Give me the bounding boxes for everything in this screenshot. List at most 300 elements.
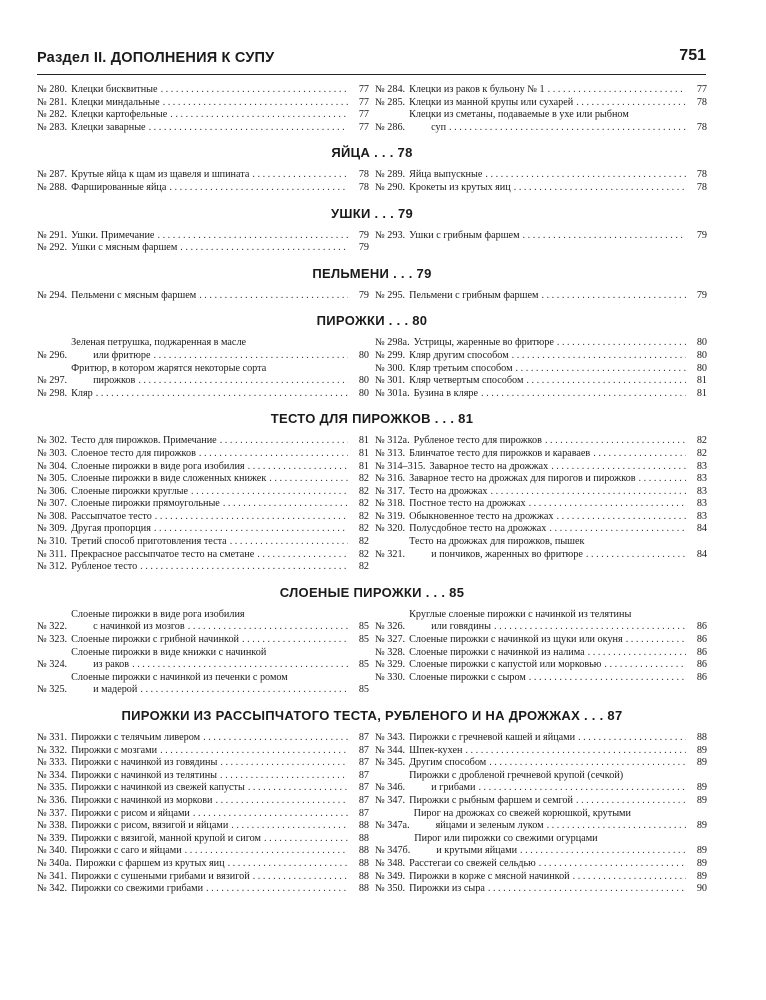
toc-entry[interactable] — [37, 461, 369, 474]
entry-page: 89 — [696, 744, 707, 756]
toc-entry[interactable] — [37, 473, 369, 486]
entry-number: № 325. — [37, 684, 68, 696]
entry-number: № 310. — [37, 536, 68, 548]
column-right — [375, 290, 707, 303]
toc-entry[interactable] — [37, 609, 369, 634]
entry-number: № 326. — [375, 621, 406, 633]
entry-body — [409, 290, 707, 303]
toc-entry[interactable] — [37, 757, 369, 770]
entry-page: 79 — [358, 229, 369, 241]
toc-section — [37, 145, 707, 194]
dot-leader — [220, 435, 348, 448]
entry-body — [71, 363, 369, 388]
toc-entry[interactable] — [37, 388, 369, 401]
toc-entry[interactable] — [375, 182, 707, 195]
entry-line — [71, 350, 369, 363]
entry-page: 80 — [358, 349, 369, 361]
entry-line — [71, 672, 369, 685]
entry-title: Слоеные пирожки в виде сложенных книжек — [71, 473, 267, 485]
entry-number: № 340а. — [37, 857, 72, 869]
entry-number: № 307. — [37, 498, 68, 510]
entry-title: Клецки из манной крупы или сухарей — [409, 96, 574, 108]
entry-page: 85 — [358, 684, 369, 696]
entry-body — [409, 672, 707, 685]
entry-line — [71, 536, 369, 549]
toc-entry[interactable] — [37, 84, 369, 97]
entry-line — [71, 634, 369, 647]
entry-body — [409, 473, 707, 486]
toc-entry[interactable] — [375, 97, 707, 110]
section-columns — [37, 290, 707, 303]
entry-number: № 334. — [37, 769, 68, 781]
entry-page: 82 — [358, 523, 369, 535]
toc-entry[interactable] — [37, 647, 369, 672]
entry-line — [71, 782, 369, 795]
toc-entry[interactable] — [375, 448, 707, 461]
dot-leader — [573, 871, 686, 884]
section-columns — [37, 169, 707, 194]
dot-leader — [547, 820, 686, 833]
entry-line — [71, 363, 369, 376]
toc-entry[interactable] — [37, 536, 369, 549]
dot-leader — [578, 732, 686, 745]
entry-line — [409, 84, 707, 97]
entry-title: Яйца выпускные — [409, 169, 483, 181]
toc-entry[interactable] — [37, 337, 369, 362]
entry-number: № 308. — [37, 510, 68, 522]
entry-number: № 336. — [37, 794, 68, 806]
dot-leader — [153, 350, 348, 363]
toc-entry[interactable] — [375, 375, 707, 388]
entry-page: 84 — [696, 548, 707, 560]
toc-entry[interactable] — [37, 122, 369, 135]
entry-line — [71, 290, 369, 303]
dot-leader — [257, 549, 348, 562]
toc-entry[interactable] — [37, 448, 369, 461]
entry-line — [409, 647, 707, 660]
toc-entry[interactable] — [37, 242, 369, 255]
entry-body — [409, 230, 707, 243]
entry-title: и крутыми яйцами — [436, 845, 518, 857]
entry-line — [71, 795, 369, 808]
entry-line — [409, 536, 707, 549]
entry-title: или фритюре — [93, 349, 151, 361]
entry-line — [409, 871, 707, 884]
toc-entry[interactable] — [375, 461, 707, 474]
toc-entry[interactable] — [375, 757, 707, 770]
toc-entry[interactable] — [37, 523, 369, 536]
entry-body — [71, 808, 369, 821]
entry-number: № 283. — [37, 121, 68, 133]
entry-title: Слоеное тесто для пирожков — [71, 447, 196, 459]
toc-entry[interactable] — [375, 230, 707, 243]
entry-body — [409, 609, 707, 634]
entry-line — [409, 732, 707, 745]
entry-title: Слоеные пирожки в виде рога изобилия — [71, 608, 245, 620]
entry-page: 89 — [696, 820, 707, 832]
toc-entry[interactable] — [375, 350, 707, 363]
entry-line — [414, 435, 707, 448]
dot-leader — [549, 523, 686, 536]
entry-number: № 282. — [37, 109, 68, 121]
dot-leader — [203, 732, 348, 745]
section-heading: ПИРОЖКИ ИЗ РАССЫПЧАТОГО ТЕСТА, РУБЛЕНОГО И НА ДРОЖЖАХ . . . 87 — [121, 708, 623, 723]
toc-entry[interactable] — [375, 435, 707, 448]
entry-number: № 293. — [375, 229, 406, 241]
entry-number: № 321. — [375, 548, 406, 560]
entry-line — [414, 833, 707, 846]
dot-leader — [520, 845, 686, 858]
toc-entry[interactable] — [37, 883, 369, 896]
toc-entry[interactable] — [37, 363, 369, 388]
toc-entry[interactable] — [375, 732, 707, 745]
entry-page: 87 — [358, 732, 369, 743]
entry-body — [71, 523, 369, 536]
toc-entry[interactable] — [375, 883, 707, 896]
entry-body — [409, 732, 707, 745]
toc-section — [37, 708, 707, 896]
entry-body — [71, 388, 369, 401]
entry-body — [71, 820, 369, 833]
entry-body — [71, 182, 369, 195]
entry-body — [409, 486, 707, 499]
dot-leader — [551, 461, 686, 474]
column-left — [37, 732, 369, 896]
toc-entry[interactable] — [37, 745, 369, 758]
entry-line — [71, 684, 369, 697]
entry-page: 78 — [358, 181, 369, 193]
toc-entry[interactable] — [37, 511, 369, 524]
toc-entry[interactable] — [37, 820, 369, 833]
entry-line — [409, 486, 707, 499]
entry-body — [71, 672, 369, 697]
toc-entry[interactable] — [37, 770, 369, 783]
entry-number: № 327. — [375, 634, 406, 646]
toc-entry[interactable] — [375, 523, 707, 536]
toc-entry[interactable] — [37, 833, 369, 846]
entry-page: 88 — [358, 870, 369, 882]
entry-number: № 328. — [375, 646, 406, 658]
entry-title: Пирожки с саго и яйцами — [71, 845, 182, 857]
dot-leader — [529, 672, 686, 685]
toc-entry[interactable] — [37, 97, 369, 110]
dot-leader — [541, 290, 686, 303]
entry-title: Ушки с мясным фаршем — [71, 242, 178, 254]
entry-title: Пирожки с рисом и яйцами — [71, 807, 190, 819]
entry-page: 89 — [696, 857, 707, 869]
entry-title: Пирожки с дробленой гречневой крупой (сечкой) — [409, 769, 624, 781]
toc-entry[interactable] — [375, 609, 707, 634]
entry-number: № 296. — [37, 349, 68, 361]
entry-line — [409, 448, 707, 461]
entry-title: Пирожки с рисом, вязигой и яйцами — [71, 820, 229, 832]
entry-title: Слоеные пирожки с сыром — [409, 671, 526, 683]
toc-entry[interactable] — [375, 858, 707, 871]
entry-body — [409, 350, 707, 363]
entry-number: № 322. — [37, 621, 68, 633]
dot-leader — [491, 486, 686, 499]
toc-entry[interactable] — [375, 84, 707, 97]
entry-body — [71, 230, 369, 243]
entry-page: 89 — [696, 870, 707, 882]
toc-entry[interactable] — [37, 169, 369, 182]
entry-body — [71, 757, 369, 770]
toc-entry[interactable] — [37, 486, 369, 499]
toc-entry[interactable] — [375, 337, 707, 350]
dot-leader — [489, 757, 686, 770]
dot-leader — [161, 84, 348, 97]
column-left — [37, 337, 369, 400]
entry-page: 82 — [358, 485, 369, 497]
entry-title: и грибами — [431, 782, 476, 794]
toc-entry[interactable] — [37, 435, 369, 448]
dot-leader — [170, 109, 348, 122]
column-right — [375, 435, 707, 574]
entry-page: 83 — [696, 473, 707, 485]
entry-body — [71, 511, 369, 524]
toc-entry[interactable] — [375, 672, 707, 685]
section-heading: СЛОЕНЫЕ ПИРОЖКИ . . . 85 — [279, 584, 465, 600]
entry-body — [71, 549, 369, 562]
toc-entry[interactable] — [375, 109, 707, 134]
toc-entry[interactable] — [375, 647, 707, 660]
entry-title: Слоеные пирожки с грибной начинкой — [71, 634, 240, 646]
entry-body — [71, 871, 369, 884]
entry-line — [429, 461, 707, 474]
toc-entry[interactable] — [375, 486, 707, 499]
entry-page: 88 — [358, 820, 369, 832]
toc-entry[interactable] — [37, 498, 369, 511]
entry-body — [71, 883, 369, 896]
toc-entry[interactable] — [37, 230, 369, 243]
entry-page: 77 — [358, 109, 369, 121]
entry-title: Клецки бисквитные — [71, 84, 158, 95]
entry-body — [71, 561, 369, 574]
toc-entry[interactable] — [37, 109, 369, 122]
entry-number: № 302. — [37, 435, 68, 447]
toc-entry[interactable] — [375, 290, 707, 303]
toc-entry[interactable] — [37, 871, 369, 884]
entry-line — [414, 337, 707, 350]
entry-body — [71, 782, 369, 795]
entry-number: № 317. — [375, 485, 406, 497]
toc-entry[interactable] — [37, 782, 369, 795]
toc-entry[interactable] — [37, 845, 369, 858]
entry-title: Третий способ приготовления теста — [71, 536, 227, 548]
entry-title: Пирожки с мозгами — [71, 744, 158, 756]
entry-body — [71, 770, 369, 783]
entry-line — [71, 647, 369, 660]
entry-page: 84 — [696, 523, 707, 535]
toc-entry[interactable] — [375, 795, 707, 808]
toc-entry[interactable] — [375, 808, 707, 833]
entry-body — [71, 435, 369, 448]
entry-number: № 341. — [37, 870, 68, 882]
dot-leader — [539, 858, 686, 871]
entry-page: 86 — [696, 671, 707, 683]
dot-leader — [154, 523, 348, 536]
toc-entry[interactable] — [375, 770, 707, 795]
entry-line — [71, 230, 369, 243]
toc-entry[interactable] — [375, 498, 707, 511]
dot-leader — [248, 782, 348, 795]
entry-page: 85 — [358, 659, 369, 671]
entry-line — [71, 745, 369, 758]
entry-line — [409, 858, 707, 871]
toc-entry[interactable] — [37, 549, 369, 562]
entry-body — [409, 169, 707, 182]
entry-page: 89 — [696, 845, 707, 857]
toc-entry[interactable] — [37, 561, 369, 574]
dot-leader — [576, 795, 686, 808]
entry-title: Заварное тесто на дрожжах — [429, 460, 549, 472]
dot-leader — [485, 169, 686, 182]
toc-entry[interactable] — [37, 182, 369, 195]
entry-title: Ушки. Примечание — [71, 229, 155, 241]
toc-entry[interactable] — [375, 511, 707, 524]
entry-line — [71, 461, 369, 474]
dot-leader — [231, 820, 348, 833]
dot-leader — [604, 659, 686, 672]
entry-title: или говядины — [431, 621, 491, 633]
entry-body — [409, 511, 707, 524]
entry-number: № 320. — [375, 523, 406, 535]
entry-page: 78 — [696, 121, 707, 133]
dot-leader — [269, 473, 348, 486]
entry-line — [409, 672, 707, 685]
entry-title: Пельмени с мясным фаршем — [71, 289, 197, 301]
toc-section — [37, 266, 707, 303]
entry-body — [414, 388, 707, 401]
entry-line — [71, 871, 369, 884]
dot-leader — [193, 808, 348, 821]
entry-number: № 340. — [37, 845, 68, 857]
entry-title: Фаршированные яйца — [71, 181, 167, 193]
toc-entry[interactable] — [37, 858, 369, 871]
toc-entry[interactable] — [375, 363, 707, 376]
dot-leader — [465, 745, 686, 758]
dot-leader — [626, 634, 686, 647]
entry-line — [71, 122, 369, 135]
entry-number: № 281. — [37, 96, 68, 108]
toc-entry[interactable] — [375, 871, 707, 884]
entry-number: № 314–315. — [375, 460, 426, 472]
toc-entry[interactable] — [375, 745, 707, 758]
entry-title: Пирожки с сушеными грибами и вязигой — [71, 870, 250, 882]
entry-page: 88 — [358, 832, 369, 844]
dot-leader — [264, 833, 348, 846]
entry-page: 79 — [358, 242, 369, 254]
entry-body — [71, 498, 369, 511]
entry-body — [429, 461, 707, 474]
entry-line — [409, 549, 707, 562]
dot-leader — [557, 511, 687, 524]
entry-line — [71, 820, 369, 833]
entry-title: с начинкой из мозгов — [93, 621, 185, 633]
entry-line — [71, 435, 369, 448]
entry-page: 87 — [358, 794, 369, 806]
dot-leader — [588, 647, 686, 660]
entry-line — [71, 808, 369, 821]
toc-entry[interactable] — [375, 536, 707, 561]
section-columns — [37, 84, 707, 134]
entry-line — [409, 782, 707, 795]
dot-leader — [223, 498, 348, 511]
toc-entry[interactable] — [37, 732, 369, 745]
column-left — [37, 609, 369, 697]
dot-leader — [586, 549, 686, 562]
entry-line — [409, 122, 707, 135]
entry-body — [71, 486, 369, 499]
dot-leader — [248, 461, 348, 474]
dot-leader — [160, 745, 348, 758]
entry-number: № 285. — [375, 96, 406, 108]
dot-leader — [488, 883, 686, 896]
toc-entry[interactable] — [375, 634, 707, 647]
entry-title: Слоеные пирожки с начинкой из налима — [409, 646, 585, 658]
toc-entry[interactable] — [37, 808, 369, 821]
page-header — [37, 47, 706, 72]
entry-number: № 338. — [37, 820, 68, 832]
entry-body — [71, 84, 369, 97]
entry-body — [414, 337, 707, 350]
toc-entry[interactable] — [375, 473, 707, 486]
entry-line — [71, 109, 369, 122]
toc-entry[interactable] — [37, 795, 369, 808]
entry-title: Рассыпчатое тесто — [71, 510, 152, 522]
entry-title: Слоеные пирожки в виде рога изобилия — [71, 460, 245, 472]
toc-entry[interactable] — [37, 634, 369, 647]
entry-body — [71, 97, 369, 110]
section-heading: УШКИ . . . 79 — [330, 205, 414, 221]
entry-line — [409, 473, 707, 486]
entry-title: Кляр третьим способом — [409, 362, 513, 374]
entry-number: № 333. — [37, 757, 68, 769]
entry-number: № 299. — [375, 349, 406, 361]
entry-page: 80 — [696, 337, 707, 349]
toc-entry[interactable] — [37, 290, 369, 303]
toc-entry[interactable] — [375, 659, 707, 672]
entry-line — [414, 808, 707, 821]
entry-line — [71, 337, 369, 350]
toc-entry[interactable] — [375, 169, 707, 182]
dot-leader — [155, 511, 348, 524]
entry-page: 82 — [358, 561, 369, 573]
entry-title: Пирог на дрожжах со свежей корюшкой, крутыми — [413, 807, 631, 819]
dot-leader — [529, 498, 686, 511]
toc-entry[interactable] — [37, 672, 369, 697]
entry-title: из раков — [93, 659, 130, 671]
entry-line — [409, 350, 707, 363]
entry-page: 80 — [696, 349, 707, 361]
dot-leader — [449, 122, 686, 135]
entry-body — [76, 858, 369, 871]
entry-number: № 347б. — [375, 845, 411, 857]
entry-number: № 312а. — [375, 435, 410, 447]
entry-page: 77 — [358, 121, 369, 133]
entry-line — [409, 169, 707, 182]
entry-line — [71, 523, 369, 536]
entry-body — [71, 745, 369, 758]
toc-entry[interactable] — [375, 388, 707, 401]
entry-title: Слоеные пирожки с начинкой из печенки с ромом — [71, 671, 288, 683]
entry-page: 83 — [696, 460, 707, 472]
entry-page: 78 — [696, 169, 707, 181]
toc-entry[interactable] — [375, 833, 707, 858]
entry-line — [71, 659, 369, 672]
page-number: 751 — [679, 47, 706, 64]
entry-title: Заварное тесто на дрожжах для пирогов и пирожков — [409, 473, 636, 485]
